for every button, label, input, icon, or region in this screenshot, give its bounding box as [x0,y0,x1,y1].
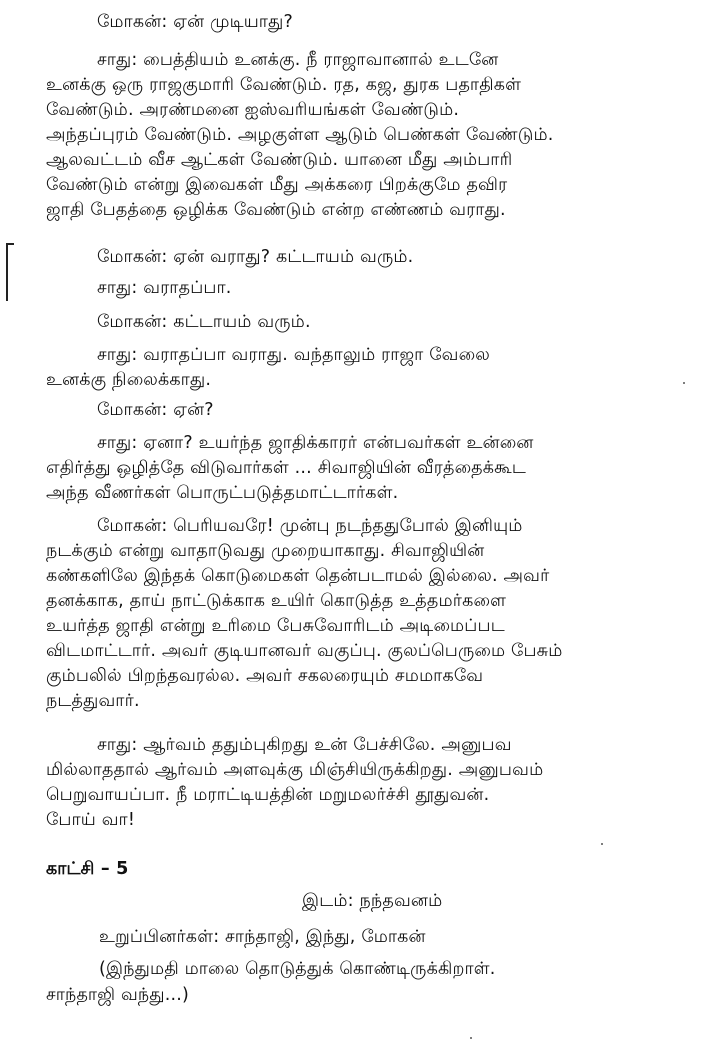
stage-direction-line: (இந்துமதி மாலை தொடுத்துக் கொண்டிருக்கிறாள். [99,959,496,979]
dialogue-line: பெறுவாயப்பா. நீ மராட்டியத்தின் மறுமலர்ச்சி தூதுவன். [46,785,490,805]
dialogue-line: சாது: ஆர்வம் ததும்புகிறது உன் பேச்சிலே. அனுபவ [97,735,512,755]
dialogue-line: கும்பலில் பிறந்தவரல்ல. அவர் சகலரையும் சமமாகவே [46,666,484,686]
dialogue-line: சாது: ஏனா? உயர்ந்த ஜாதிக்காரர் என்பவர்கள் உன்னை [97,433,534,453]
dialogue-line: சாது: பைத்தியம் உனக்கு. நீ ராஜாவானால் உடனே [97,50,499,70]
scan-speck [470,1037,472,1039]
dialogue-line: போய் வா! [46,810,136,830]
dialogue-line: மோகன்: கட்டாயம் வரும். [97,312,311,332]
scene-members: உறுப்பினர்கள்: சாந்தாஜி, இந்து, மோகன் [99,927,426,947]
dialogue-line: மோகன்: ஏன்? [97,400,214,420]
scene-heading: காட்சி – 5 [46,859,129,879]
stage-direction-line: சாந்தாஜி வந்து...) [46,985,190,1005]
dialogue-line: அந்த வீணர்கள் பொருட்படுத்தமாட்டார்கள். [46,483,399,503]
dialogue-line: அந்தப்புரம் வேண்டும். அழகுள்ள ஆடும் பெண்கள் வேண்டும். [46,125,554,145]
scan-speck [683,382,685,384]
dialogue-line: ஜாதி பேதத்தை ஒழிக்க வேண்டும் என்ற எண்ணம் வராது. [46,200,506,220]
dialogue-line: மோகன்: பெரியவரே! முன்பு நடந்ததுபோல் இனியும் [97,516,523,536]
dialogue-line: எதிர்த்து ஒழித்தே விடுவார்கள் ... சிவாஜியின் வீரத்தைக்கூட [46,458,527,478]
dialogue-line: வேண்டும் என்று இவைகள் மீது அக்கரை பிறக்குமே தவிர [46,175,508,195]
margin-bracket-mark [6,243,8,301]
dialogue-line: வேண்டும். அரண்மனை ஐஸ்வரியங்கள் வேண்டும். [46,100,460,120]
scene-place: இடம்: நந்தவனம் [302,891,443,911]
dialogue-line: சாது: வராதப்பா வராது. வந்தாலும் ராஜா வேலை [97,345,490,365]
dialogue-line: உனக்கு ஒரு ராஜகுமாரி வேண்டும். ரத, கஜ, துரக பதாதிகள் [46,75,522,95]
dialogue-line: உனக்கு நிலைக்காது. [46,370,212,390]
dialogue-line: ஆலவட்டம் வீச ஆட்கள் வேண்டும். யானை மீது அம்பாரி [46,150,513,170]
dialogue-line: விடமாட்டார். அவர் குடியானவர் வகுப்பு. குலப்பெருமை பேசும் [46,641,563,661]
scan-speck [601,843,603,845]
dialogue-line: மோகன்: ஏன் வராது? கட்டாயம் வரும். [97,247,414,267]
dialogue-line: தனக்காக, தாய் நாட்டுக்காக உயிர் கொடுத்த உத்தமர்களை [46,591,507,611]
dialogue-line: உயர்த்த ஜாதி என்று உரிமை பேசுவோரிடம் அடிமைப்பட [46,616,505,636]
dialogue-line: மோகன்: ஏன் முடியாது? [97,12,293,32]
dialogue-line: சாது: வராதப்பா. [97,278,232,298]
dialogue-line: மில்லாததால் ஆர்வம் அளவுக்கு மிஞ்சியிருக்கிறது. அனுபவம் [46,760,544,780]
dialogue-line: நடத்துவார். [46,691,140,711]
dialogue-line: நடக்கும் என்று வாதாடுவது முறையாகாது. சிவாஜியின் [46,541,485,561]
dialogue-line: கண்களிலே இந்தக் கொடுமைகள் தென்படாமல் இல்லை. அவர் [46,566,550,586]
